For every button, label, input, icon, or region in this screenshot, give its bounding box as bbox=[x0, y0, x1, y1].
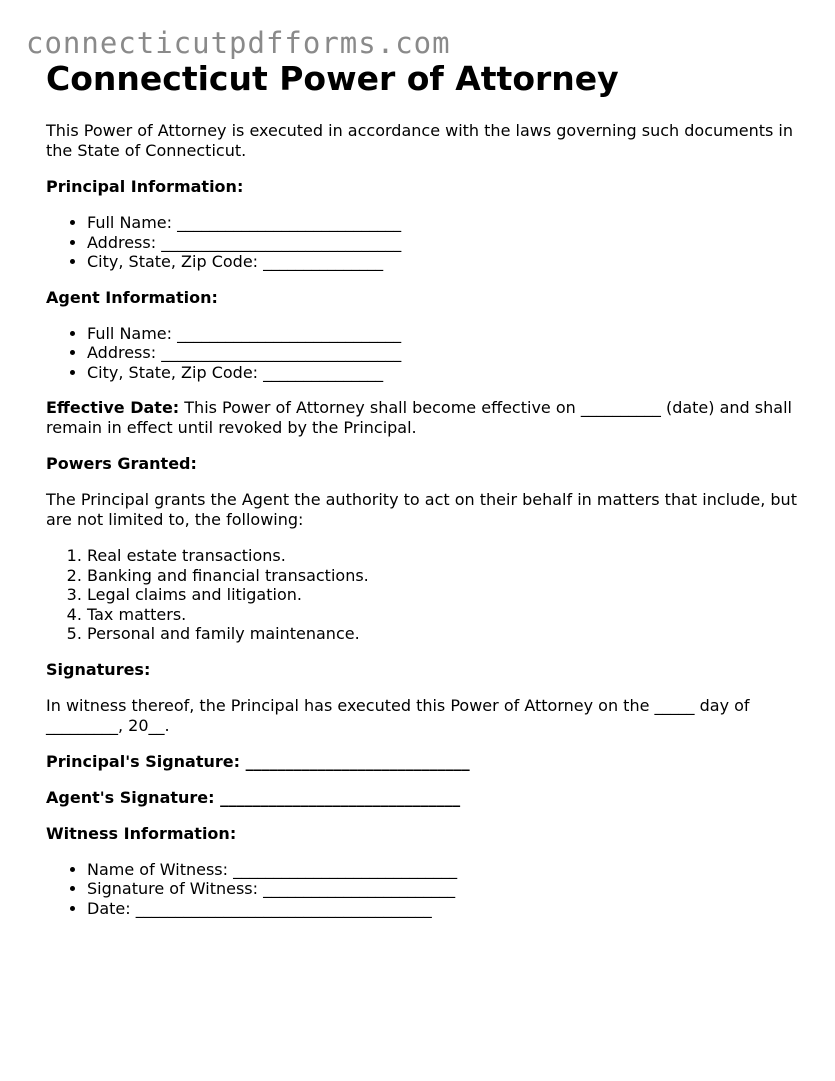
signatures-heading: Signatures: bbox=[46, 659, 151, 679]
witness-fields-list bbox=[46, 860, 806, 919]
agent-heading: Agent Information: bbox=[46, 287, 218, 307]
witness-heading: Witness Information: bbox=[46, 823, 237, 843]
principal-heading: Principal Information: bbox=[46, 177, 244, 196]
intro-paragraph: This Power of Attorney is executed in accordance with the laws governing such documents in the State of Connecticut. bbox=[46, 121, 794, 160]
principal-address-field: • Address: ______________________________ bbox=[87, 233, 806, 253]
signatures-paragraph: In witness thereof, the Principal has executed this Power of Attorney on the _____ day of _________, 20__. bbox=[46, 695, 750, 735]
agent-fields-list bbox=[46, 324, 806, 383]
agent-address-field: • Address: ______________________________ bbox=[87, 343, 806, 363]
effective-date-label: Effective Date: bbox=[46, 398, 180, 417]
witness-date-field: • Date: _____________________________________ bbox=[87, 899, 806, 919]
principal-signature-line: Principal's Signature: ____________________________ bbox=[46, 751, 470, 771]
power-item: 5. Personal and family maintenance. bbox=[87, 624, 806, 644]
agent-city-state-zip-field: • City, State, Zip Code: _______________ bbox=[87, 363, 806, 383]
principal-city-state-zip-field: • City, State, Zip Code: _______________ bbox=[87, 252, 806, 272]
powers-heading: Powers Granted: bbox=[46, 454, 197, 473]
witness-name-field: • Name of Witness: ____________________________ bbox=[87, 860, 806, 880]
document bbox=[46, 58, 806, 918]
power-item: 3. Legal claims and litigation. bbox=[87, 585, 806, 605]
effective-date-paragraph bbox=[46, 398, 806, 438]
power-item: 2. Banking and financial transactions. bbox=[87, 566, 806, 586]
effective-date-text: This Power of Attorney shall become effective on __________ (date) and shall remain in effect until revoked by the Principal. bbox=[46, 398, 792, 437]
principal-fields-list bbox=[46, 213, 806, 272]
page-title: Connecticut Power of Attorney bbox=[46, 59, 619, 98]
witness-signature-field: • Signature of Witness: ________________________ bbox=[87, 879, 806, 899]
powers-list bbox=[46, 546, 806, 644]
watermark: connecticutpdfforms.com bbox=[26, 26, 451, 60]
powers-paragraph: The Principal grants the Agent the authority to act on their behalf in matters that include, but are not limited to, the following: bbox=[46, 490, 797, 529]
principal-full-name-field: • Full Name: ____________________________ bbox=[87, 213, 806, 233]
power-item: 1. Real estate transactions. bbox=[87, 546, 806, 566]
power-item: 4. Tax matters. bbox=[87, 605, 806, 625]
agent-full-name-field: • Full Name: ____________________________ bbox=[87, 324, 806, 344]
agent-signature-line: Agent's Signature: ______________________________ bbox=[46, 787, 461, 807]
